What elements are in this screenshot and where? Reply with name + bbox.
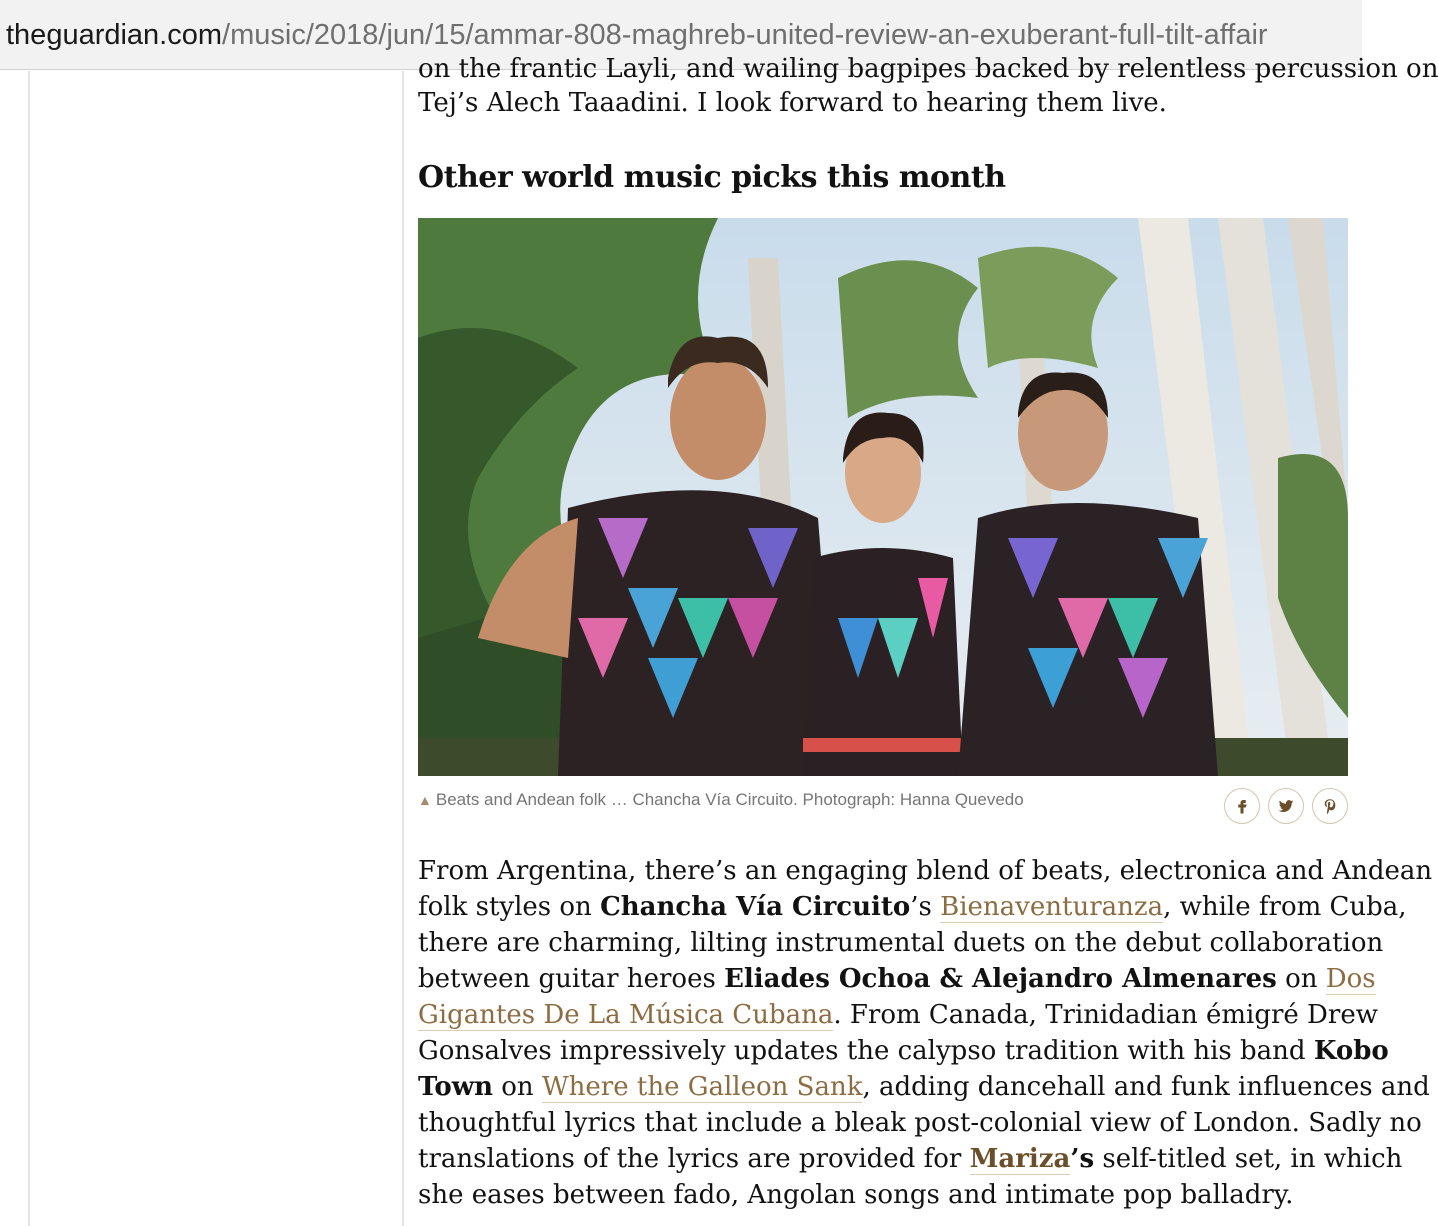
body-text: , while from Cuba, — [1163, 892, 1407, 922]
artist-name: Chancha Vía Circuito — [600, 892, 911, 922]
artist-link-mariza[interactable] — [970, 1144, 1071, 1175]
section-subheading: Other world music picks this month — [418, 160, 1006, 195]
body-text: between guitar heroes — [418, 964, 725, 994]
caption-triangle-icon: ▲ — [418, 792, 432, 808]
pinterest-icon — [1321, 797, 1339, 815]
article-photo[interactable] — [418, 218, 1348, 776]
article-page — [0, 54, 1438, 1226]
body-line: From Argentina, there’s an engaging blend of beats, electronica and Andean — [418, 856, 1433, 886]
band-photo-illustration — [418, 218, 1348, 776]
body-text: folk styles on — [418, 892, 601, 922]
album-link-galleon-sank[interactable]: Where the Galleon Sank — [541, 1072, 863, 1102]
artist-name: Mariza — [969, 1144, 1071, 1174]
caption-text: Beats and Andean folk … Chancha Vía Circuito. Photograph: Hanna Quevedo — [435, 790, 1024, 809]
album-link-bienaventuranza[interactable]: Bienaventuranza — [940, 892, 1164, 922]
body-line: there are charming, lilting instrumental duets on the debut collaboration — [418, 928, 1384, 958]
left-column-divider — [28, 71, 30, 1226]
body-text: on — [493, 1072, 542, 1102]
body-line: thoughtful lyrics that include a bleak post-colonial view of London. Sadly no — [418, 1108, 1422, 1138]
paragraph-end: Tej’s Alech Taaadini. I look forward to hearing them live. — [418, 88, 1167, 118]
artist-name: Eliades Ochoa & Alejandro Almenares — [724, 964, 1277, 994]
body-line — [418, 1033, 1389, 1069]
artist-name: Town — [418, 1072, 493, 1102]
body-text: . From Canada, Trinidadian émigré Drew — [833, 1000, 1378, 1030]
body-line — [418, 889, 1407, 925]
body-text: self-titled set, in which — [1094, 1144, 1403, 1174]
photo-caption — [418, 789, 1024, 811]
body-line — [418, 997, 1378, 1033]
body-line — [418, 1141, 1403, 1177]
content-column-divider — [402, 71, 404, 1226]
body-text: Gonsalves impressively updates the calypso tradition with his band — [418, 1036, 1314, 1066]
album-link-dos-gigantes-cont[interactable]: Gigantes De La Música Cubana — [418, 1000, 834, 1030]
twitter-icon — [1277, 797, 1295, 815]
body-text: ’s — [910, 892, 941, 922]
artist-name: Kobo — [1313, 1036, 1389, 1066]
body-text: , adding dancehall and funk influences and — [862, 1072, 1430, 1102]
body-text: translations of the lyrics are provided for — [418, 1144, 970, 1174]
album-link-dos-gigantes[interactable]: Dos — [1325, 964, 1376, 994]
article-body-paragraph — [418, 853, 1433, 1213]
pinterest-share-button[interactable] — [1312, 788, 1348, 824]
facebook-icon — [1233, 797, 1251, 815]
body-line: she eases between fado, Angolan songs and intimate pop balladry. — [418, 1180, 1294, 1210]
body-line — [418, 1069, 1430, 1105]
facebook-share-button[interactable] — [1224, 788, 1260, 824]
body-line — [418, 961, 1376, 997]
body-text: on — [1276, 964, 1326, 994]
url-host: theguardian.com — [6, 19, 223, 51]
url-path: /music/2018/jun/15/ammar-808-maghreb-united-review-an-exuberant-full-tilt-affair — [222, 19, 1268, 51]
artist-possessive: ’s — [1070, 1144, 1095, 1174]
twitter-share-button[interactable] — [1268, 788, 1304, 824]
clipped-paragraph-line: on the frantic Layli, and wailing bagpipes backed by relentless percussion on — [418, 54, 1438, 84]
